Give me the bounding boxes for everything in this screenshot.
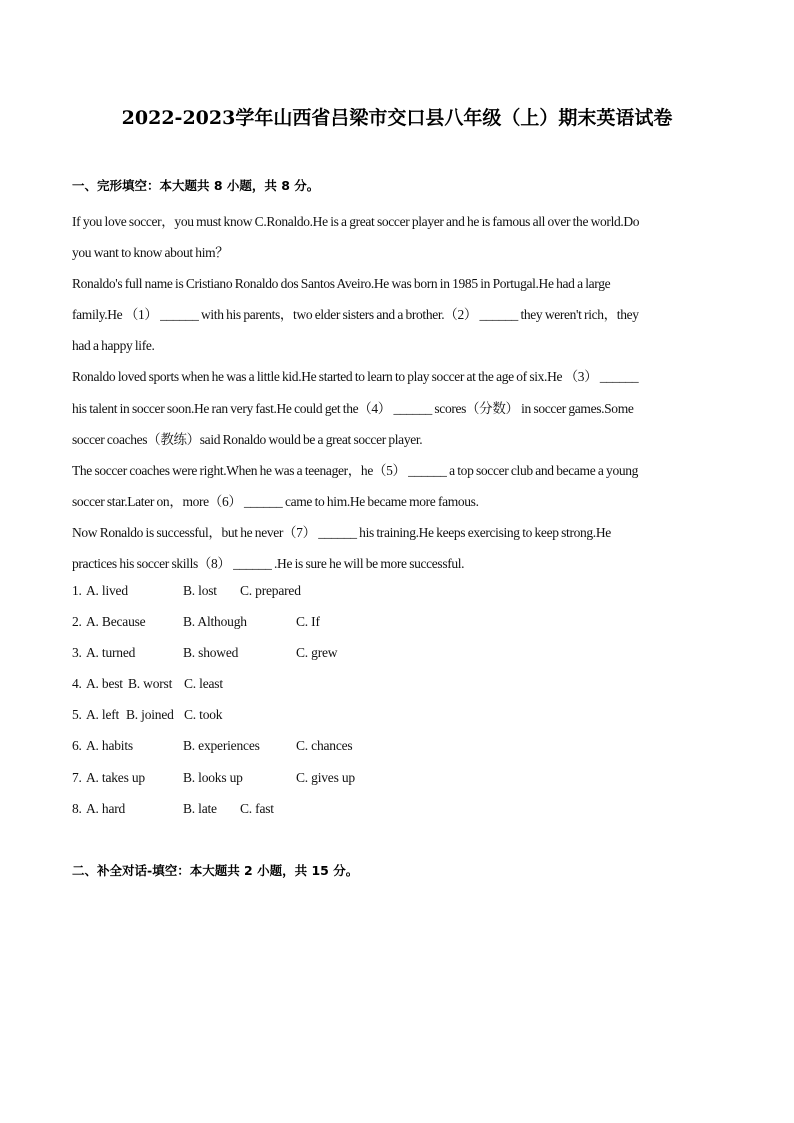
option-a: A. left [86, 707, 120, 723]
option-a: A. lived [86, 583, 128, 598]
question-number: 5. [72, 707, 82, 723]
passage-line: his talent in soccer soon.He ran very fast.He could get the（4） ______ scores（分数） in soccer games.Some [72, 400, 634, 416]
question-options-row [72, 730, 572, 761]
question-number: 3. [72, 645, 82, 661]
passage-line: practices his soccer skills（8） ______ .He is sure he will be more successful. [72, 556, 465, 572]
passage-line: Now Ronaldo is successful，but he never（7） ______ his training.He keeps exercising to keep strong.He [72, 524, 611, 540]
option-a: A. turned [86, 645, 136, 661]
option-c: C. chances [296, 738, 353, 754]
question-options-row [72, 699, 572, 730]
option-c: C. grew [296, 645, 338, 661]
passage-line: soccer coaches（教练）said Ronaldo would be a great soccer player. [72, 431, 423, 447]
option-b: B. looks up [183, 769, 243, 785]
option-a: A. takes up [86, 769, 145, 785]
option-b: B. joined [126, 707, 174, 723]
option-a: A. hard [86, 800, 126, 816]
passage-line: The soccer coaches were right.When he was a teenager，he（5） ______ a top soccer club and became a young [72, 462, 639, 478]
question-options-row [72, 606, 572, 637]
option-c: C. least [184, 676, 223, 692]
option-a: A. best [86, 676, 123, 692]
question-number: 6. [72, 738, 82, 754]
option-c: C. If [296, 614, 320, 630]
question-number: 4. [72, 676, 82, 692]
option-b: B. Although [183, 614, 247, 630]
option-b: B. lost [183, 583, 217, 598]
question-options-row [72, 668, 572, 699]
question-options-row [72, 637, 572, 668]
option-c: C. gives up [296, 769, 355, 785]
passage-line: family.He （1） ______ with his parents，two elder sisters and a brother.（2） ______ they weren't rich，they [72, 307, 639, 323]
option-b: B. worst [128, 676, 173, 692]
question-number: 8. [72, 800, 82, 816]
section-heading-dialogue: 二、补全对话-填空：本大题共 2 小题，共 15 分。 [72, 863, 359, 878]
question-options-row [72, 793, 572, 824]
option-a: A. habits [86, 738, 133, 754]
question-number: 2. [72, 614, 82, 630]
option-c: C. took [184, 707, 223, 723]
cloze-passage [72, 206, 722, 579]
option-b: B. late [183, 800, 217, 816]
option-c: C. fast [240, 800, 274, 816]
option-b: B. showed [183, 645, 239, 661]
passage-line: Ronaldo loved sports when he was a little kid.He started to learn to play soccer at the age of six.He （3） ______ [72, 369, 639, 385]
option-b: B. experiences [183, 738, 260, 754]
passage-line: soccer star.Later on，more（6） ______ came to him.He became more famous. [72, 493, 479, 509]
question-number: 1. [72, 583, 82, 598]
passage-line: Ronaldo's full name is Cristiano Ronaldo dos Santos Aveiro.He was born in 1985 in Portugal.He had a large [72, 276, 611, 292]
section-heading-cloze: 一、完形填空：本大题共 8 小题，共 8 分。 [72, 178, 320, 193]
question-options-row [72, 762, 572, 793]
option-a: A. Because [86, 614, 146, 630]
page-title: 2022-2023学年山西省吕梁市交口县八年级（上）期末英语试卷 [121, 107, 673, 129]
question-number: 7. [72, 769, 82, 785]
passage-line: you want to know about him？ [72, 245, 229, 261]
question-options-row [72, 575, 572, 606]
option-c: C. prepared [240, 583, 301, 598]
passage-line: had a happy life. [72, 338, 155, 354]
answer-options [72, 575, 572, 824]
passage-line: If you love soccer，you must know C.Ronaldo.He is a great soccer player and he is famous all over the world.Do [72, 214, 640, 229]
